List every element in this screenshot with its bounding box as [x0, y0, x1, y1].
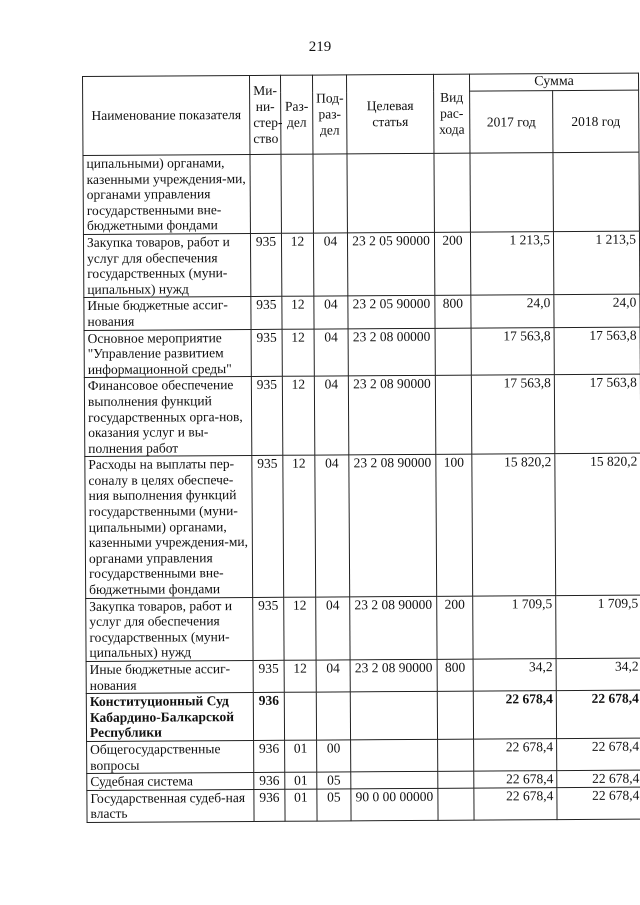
row-subsection: 04	[314, 296, 348, 328]
row-sum-2017	[470, 153, 553, 232]
row-section: 12	[283, 455, 316, 597]
row-section: 12	[282, 329, 314, 377]
row-name: Судебная система	[87, 773, 254, 791]
row-target-article: 23 2 08 90000	[350, 596, 437, 660]
table-row	[85, 453, 640, 598]
row-expense-type	[438, 771, 474, 788]
row-sum-2017: 22 678,4	[474, 787, 557, 820]
row-ministry	[250, 154, 281, 233]
row-sum-2017: 1 213,5	[470, 232, 553, 296]
row-sum-2018: 1 709,5	[556, 595, 640, 659]
header-sum: Сумма	[469, 73, 638, 91]
row-expense-type	[437, 691, 473, 739]
header-target: Целевая статья	[346, 74, 433, 154]
row-name: Расходы на выплаты пер-соналу в целях обеспече-ния выполнения функций государственными (муни-ципальными) органами, казенными учреждения-ми, органами управления государственными вне-бюджетными фондами	[85, 456, 253, 598]
row-subsection	[313, 154, 347, 233]
row-name: ципальными) органами, казенными учреждения-ми, органами управления государственными вне-бюджетными фондами	[83, 154, 250, 234]
row-subsection: 05	[317, 772, 351, 789]
row-section: 01	[285, 772, 317, 789]
row-name: Иные бюджетные ассиг-нования	[84, 297, 251, 330]
row-ministry: 936	[254, 740, 285, 772]
row-name: Основное мероприятие "Управление развитием информационной среды"	[84, 329, 251, 378]
header-expense-type: Вид рас-хода	[433, 74, 469, 153]
row-section: 12	[281, 233, 313, 297]
row-ministry: 935	[253, 597, 284, 661]
row-expense-type: 100	[436, 454, 473, 596]
header-name: Наименование показателя	[83, 75, 250, 155]
row-name: Закупка товаров, работ и услуг для обеспечения государственных (муни-ципальных) нужд	[86, 597, 253, 661]
table-row	[84, 374, 640, 456]
row-ministry: 935	[253, 660, 284, 692]
header-subsection: Под-раз-дел	[312, 75, 346, 154]
row-subsection: 04	[316, 660, 350, 692]
row-ministry: 936	[254, 772, 285, 789]
row-ministry: 935	[251, 329, 282, 377]
row-sum-2017: 1 709,5	[473, 595, 556, 659]
row-ministry: 935	[251, 297, 282, 329]
row-target-article: 23 2 05 90000	[348, 296, 435, 329]
row-subsection: 04	[316, 596, 350, 660]
row-sum-2018: 22 678,4	[557, 770, 640, 787]
budget-table	[82, 73, 640, 823]
row-target-article	[351, 771, 438, 788]
row-subsection	[316, 692, 350, 740]
row-name: Общегосударственные вопросы	[87, 740, 254, 773]
row-name: Закупка товаров, работ и услуг для обеспечения государственных (муни-ципальных) нужд	[83, 233, 250, 297]
row-ministry: 935	[251, 377, 282, 456]
header-year-2017: 2017 год	[470, 91, 553, 154]
table-row	[86, 658, 640, 694]
row-sum-2017: 17 563,8	[471, 375, 554, 454]
row-subsection: 04	[313, 233, 347, 297]
row-name: Иные бюджетные ассиг-нования	[86, 660, 253, 693]
row-target-article: 23 2 08 90000	[350, 659, 437, 692]
row-sum-2017: 22 678,4	[474, 771, 557, 788]
table-row	[83, 152, 639, 234]
row-sum-2017: 24,0	[471, 295, 554, 328]
row-sum-2018: 17 563,8	[554, 374, 640, 453]
row-name: Государственная судеб-ная власть	[87, 789, 254, 822]
row-expense-type: 200	[434, 232, 470, 296]
row-sum-2018: 17 563,8	[554, 327, 640, 375]
row-section	[284, 692, 316, 740]
table-row	[87, 738, 640, 774]
row-target-article: 23 2 08 90000	[348, 376, 435, 455]
row-target-article: 23 2 08 90000	[349, 455, 437, 597]
row-target-article	[351, 739, 438, 772]
row-subsection: 05	[317, 789, 351, 821]
table-row	[84, 294, 640, 330]
header-ministry: Ми-ни-стер-ство	[249, 75, 280, 154]
row-expense-type: 800	[435, 295, 471, 327]
row-sum-2017: 15 820,2	[472, 454, 556, 596]
row-section: 12	[284, 660, 316, 692]
row-subsection: 04	[315, 455, 350, 597]
row-name: Конституционный Суд Кабардино-Балкарской Республики	[86, 693, 253, 742]
row-subsection: 04	[314, 376, 348, 455]
row-ministry: 936	[253, 692, 284, 740]
row-expense-type	[438, 739, 474, 771]
row-sum-2017: 22 678,4	[473, 691, 556, 739]
row-ministry: 935	[252, 456, 284, 598]
row-sum-2017: 22 678,4	[474, 739, 557, 772]
row-section: 12	[282, 376, 314, 455]
row-subsection: 04	[314, 328, 348, 376]
row-sum-2017: 17 563,8	[471, 327, 554, 375]
row-sum-2018: 34,2	[556, 658, 640, 691]
row-name: Финансовое обеспечение выполнения функций государственных орга-нов, оказания услуг и вы-полнения работ	[84, 377, 251, 457]
row-sum-2018	[553, 152, 639, 231]
row-section	[281, 154, 313, 233]
row-expense-type	[438, 788, 474, 820]
row-sum-2018: 22 678,4	[557, 738, 640, 771]
row-expense-type: 200	[437, 596, 473, 660]
row-sum-2018: 22 678,4	[556, 690, 640, 738]
row-target-article: 23 2 08 00000	[348, 328, 435, 376]
table-row	[86, 595, 640, 662]
table-row	[84, 327, 640, 378]
header-year-2018: 2018 год	[553, 90, 639, 153]
row-expense-type: 800	[437, 659, 473, 691]
row-expense-type	[434, 153, 470, 232]
row-sum-2018: 24,0	[554, 294, 640, 327]
row-section: 01	[285, 789, 317, 821]
table-row	[87, 787, 640, 823]
row-section: 01	[285, 740, 317, 772]
row-target-article	[347, 153, 434, 232]
table-row	[86, 690, 640, 741]
row-target-article	[350, 692, 437, 740]
table-row	[83, 231, 639, 298]
row-target-article: 90 0 00 00000	[351, 788, 438, 821]
row-expense-type	[435, 328, 471, 376]
row-expense-type	[435, 375, 471, 454]
row-section: 12	[282, 296, 314, 328]
row-ministry: 936	[254, 789, 285, 821]
row-subsection: 00	[317, 740, 351, 772]
row-sum-2018: 1 213,5	[553, 231, 639, 295]
row-sum-2018: 22 678,4	[557, 787, 640, 820]
row-target-article: 23 2 05 90000	[347, 232, 434, 296]
row-ministry: 935	[250, 233, 281, 297]
row-sum-2018: 15 820,2	[555, 453, 640, 595]
header-section: Раз-дел	[280, 75, 312, 154]
row-section: 12	[284, 597, 316, 661]
page-number: 219	[308, 39, 332, 55]
row-sum-2017: 34,2	[473, 659, 556, 692]
